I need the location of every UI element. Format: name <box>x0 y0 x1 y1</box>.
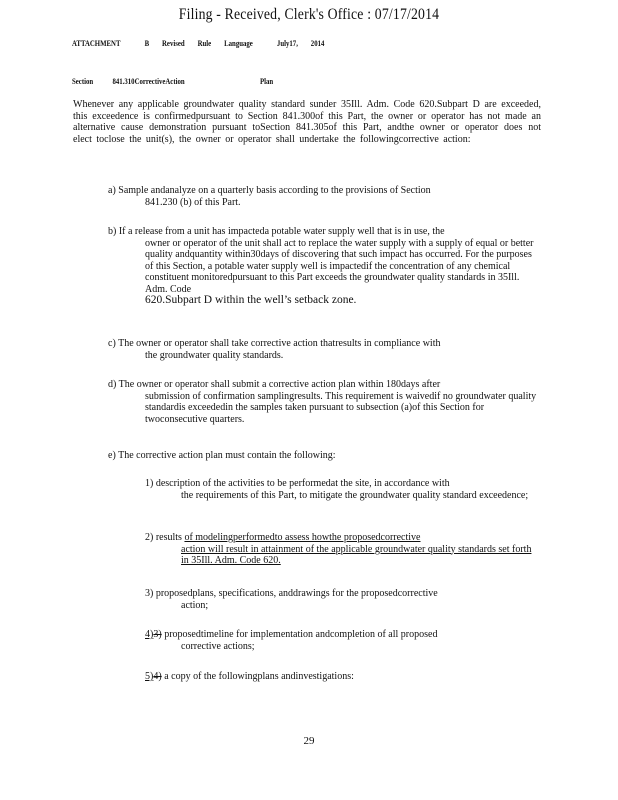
subitem-1-first: 1) description of the activities to be performedat the site, in accordance with <box>145 478 450 489</box>
subitem-2-inserted-text: of modelingperformedto assess howthe proposedcorrective <box>184 532 421 543</box>
item-e-first: e) The corrective action plan must contain the following: <box>108 450 336 461</box>
item-b-text: owner or operator of the unit shall act to replace the water supply with a supply of equal or better quality andquantity within30days of discovering that such impact has occurred. For the purposes of this Section, a potable water supply well is impactedif the concentration of any chemical constituent monitoredpursuant to this Part exceeds the groundwater quality standards in 35Ill. Adm. Code <box>145 237 534 295</box>
subitem-1-rest: the requirements of this Part, to mitigate the groundwater quality standard exceedence; <box>181 489 529 501</box>
subitem-1 <box>145 478 533 501</box>
subitem-2 <box>145 532 533 567</box>
subitem-3-first: 3) proposedplans, specifications, anddrawings for the proposedcorrective <box>145 588 438 599</box>
item-b-first: b) If a release from a unit has impacteda potable water supply well that is in use, the <box>108 226 445 237</box>
subitem-3-rest: action; <box>181 599 209 611</box>
subitem-4-first <box>145 629 533 641</box>
language-label: Language <box>224 38 253 48</box>
item-c-rest: the groundwater quality standards. <box>145 349 284 361</box>
section-plan: Plan <box>259 76 274 86</box>
list-item-b <box>108 226 541 307</box>
list-item-d <box>108 379 541 425</box>
subitem-5-old-number: 4) <box>153 671 162 682</box>
subitem-5-text: a copy of the followingplans andinvestigations: <box>164 671 354 682</box>
subitem-4 <box>145 629 533 652</box>
subitem-4-text: proposedtimeline for implementation andcompletion of all proposed <box>164 629 438 640</box>
subitem-5-first <box>145 671 533 683</box>
subitem-3 <box>145 588 533 611</box>
section-label: Section <box>72 76 94 86</box>
subitem-5 <box>145 671 533 683</box>
subitem-4-new-number: 4) <box>145 629 154 640</box>
attachment-line <box>72 38 347 48</box>
list-item-e <box>108 450 541 462</box>
attachment-date: July17, <box>276 38 298 48</box>
item-d-rest: submission of confirmation samplingresults. This requirement is waivedif no groundwater quality standardis exceededin the samples taken pursuant to subsection (a)of this Section for twoconsecutive quarters. <box>145 390 537 425</box>
intro-paragraph: Whenever any applicable groundwater quality standard sunder 35Ill. Adm. Code 620.Subpart D are exceeded, this exceedence is confirmedpursuant to Section 841.300of this Part, the owner or operator has not made an alternative cause demonstration pursuant toSection 841.305of this Part, andthe owner or operator does not elect toclose the unit(s), the owner or operator shall undertake the followingcorrective action: <box>73 99 541 145</box>
rule-label: Rule <box>197 38 212 48</box>
item-a-rest: 841.230 (b) of this Part. <box>145 196 241 208</box>
section-title: 841.310CorrectiveAction <box>112 76 185 86</box>
page-number: 29 <box>303 735 315 747</box>
subitem-4-rest: corrective actions; <box>181 640 255 652</box>
list-item-a <box>108 185 541 208</box>
section-heading <box>72 76 291 86</box>
subitem-5-new-number: 5) <box>145 671 154 682</box>
subitem-2-first <box>145 532 533 544</box>
item-b-rest <box>108 238 541 307</box>
attachment-year: 2014 <box>310 38 325 48</box>
item-a-first: a) Sample andanalyze on a quarterly basis according to the provisions of Section <box>108 185 431 196</box>
item-b-setback: 620.Subpart D within the well’s setback zone. <box>145 294 357 306</box>
list-item-c <box>108 338 541 361</box>
subitem-4-old-number: 3) <box>153 629 162 640</box>
attachment-letter: B <box>144 38 150 48</box>
item-d-first: d) The owner or operator shall submit a corrective action plan within 180days after <box>108 379 441 390</box>
subitem-2-label: 2) results <box>145 532 182 543</box>
revised-label: Revised <box>162 38 185 48</box>
subitem-2-rest: action will result in attainment of the applicable groundwater quality standards set forth in 35Ill. Adm. Code 620. <box>181 543 532 566</box>
attachment-label: ATTACHMENT <box>72 38 121 48</box>
filing-header: Filing - Received, Clerk's Office : 07/17/2014 <box>178 6 440 23</box>
item-c-first: c) The owner or operator shall take corrective action thatresults in compliance with <box>108 338 441 349</box>
